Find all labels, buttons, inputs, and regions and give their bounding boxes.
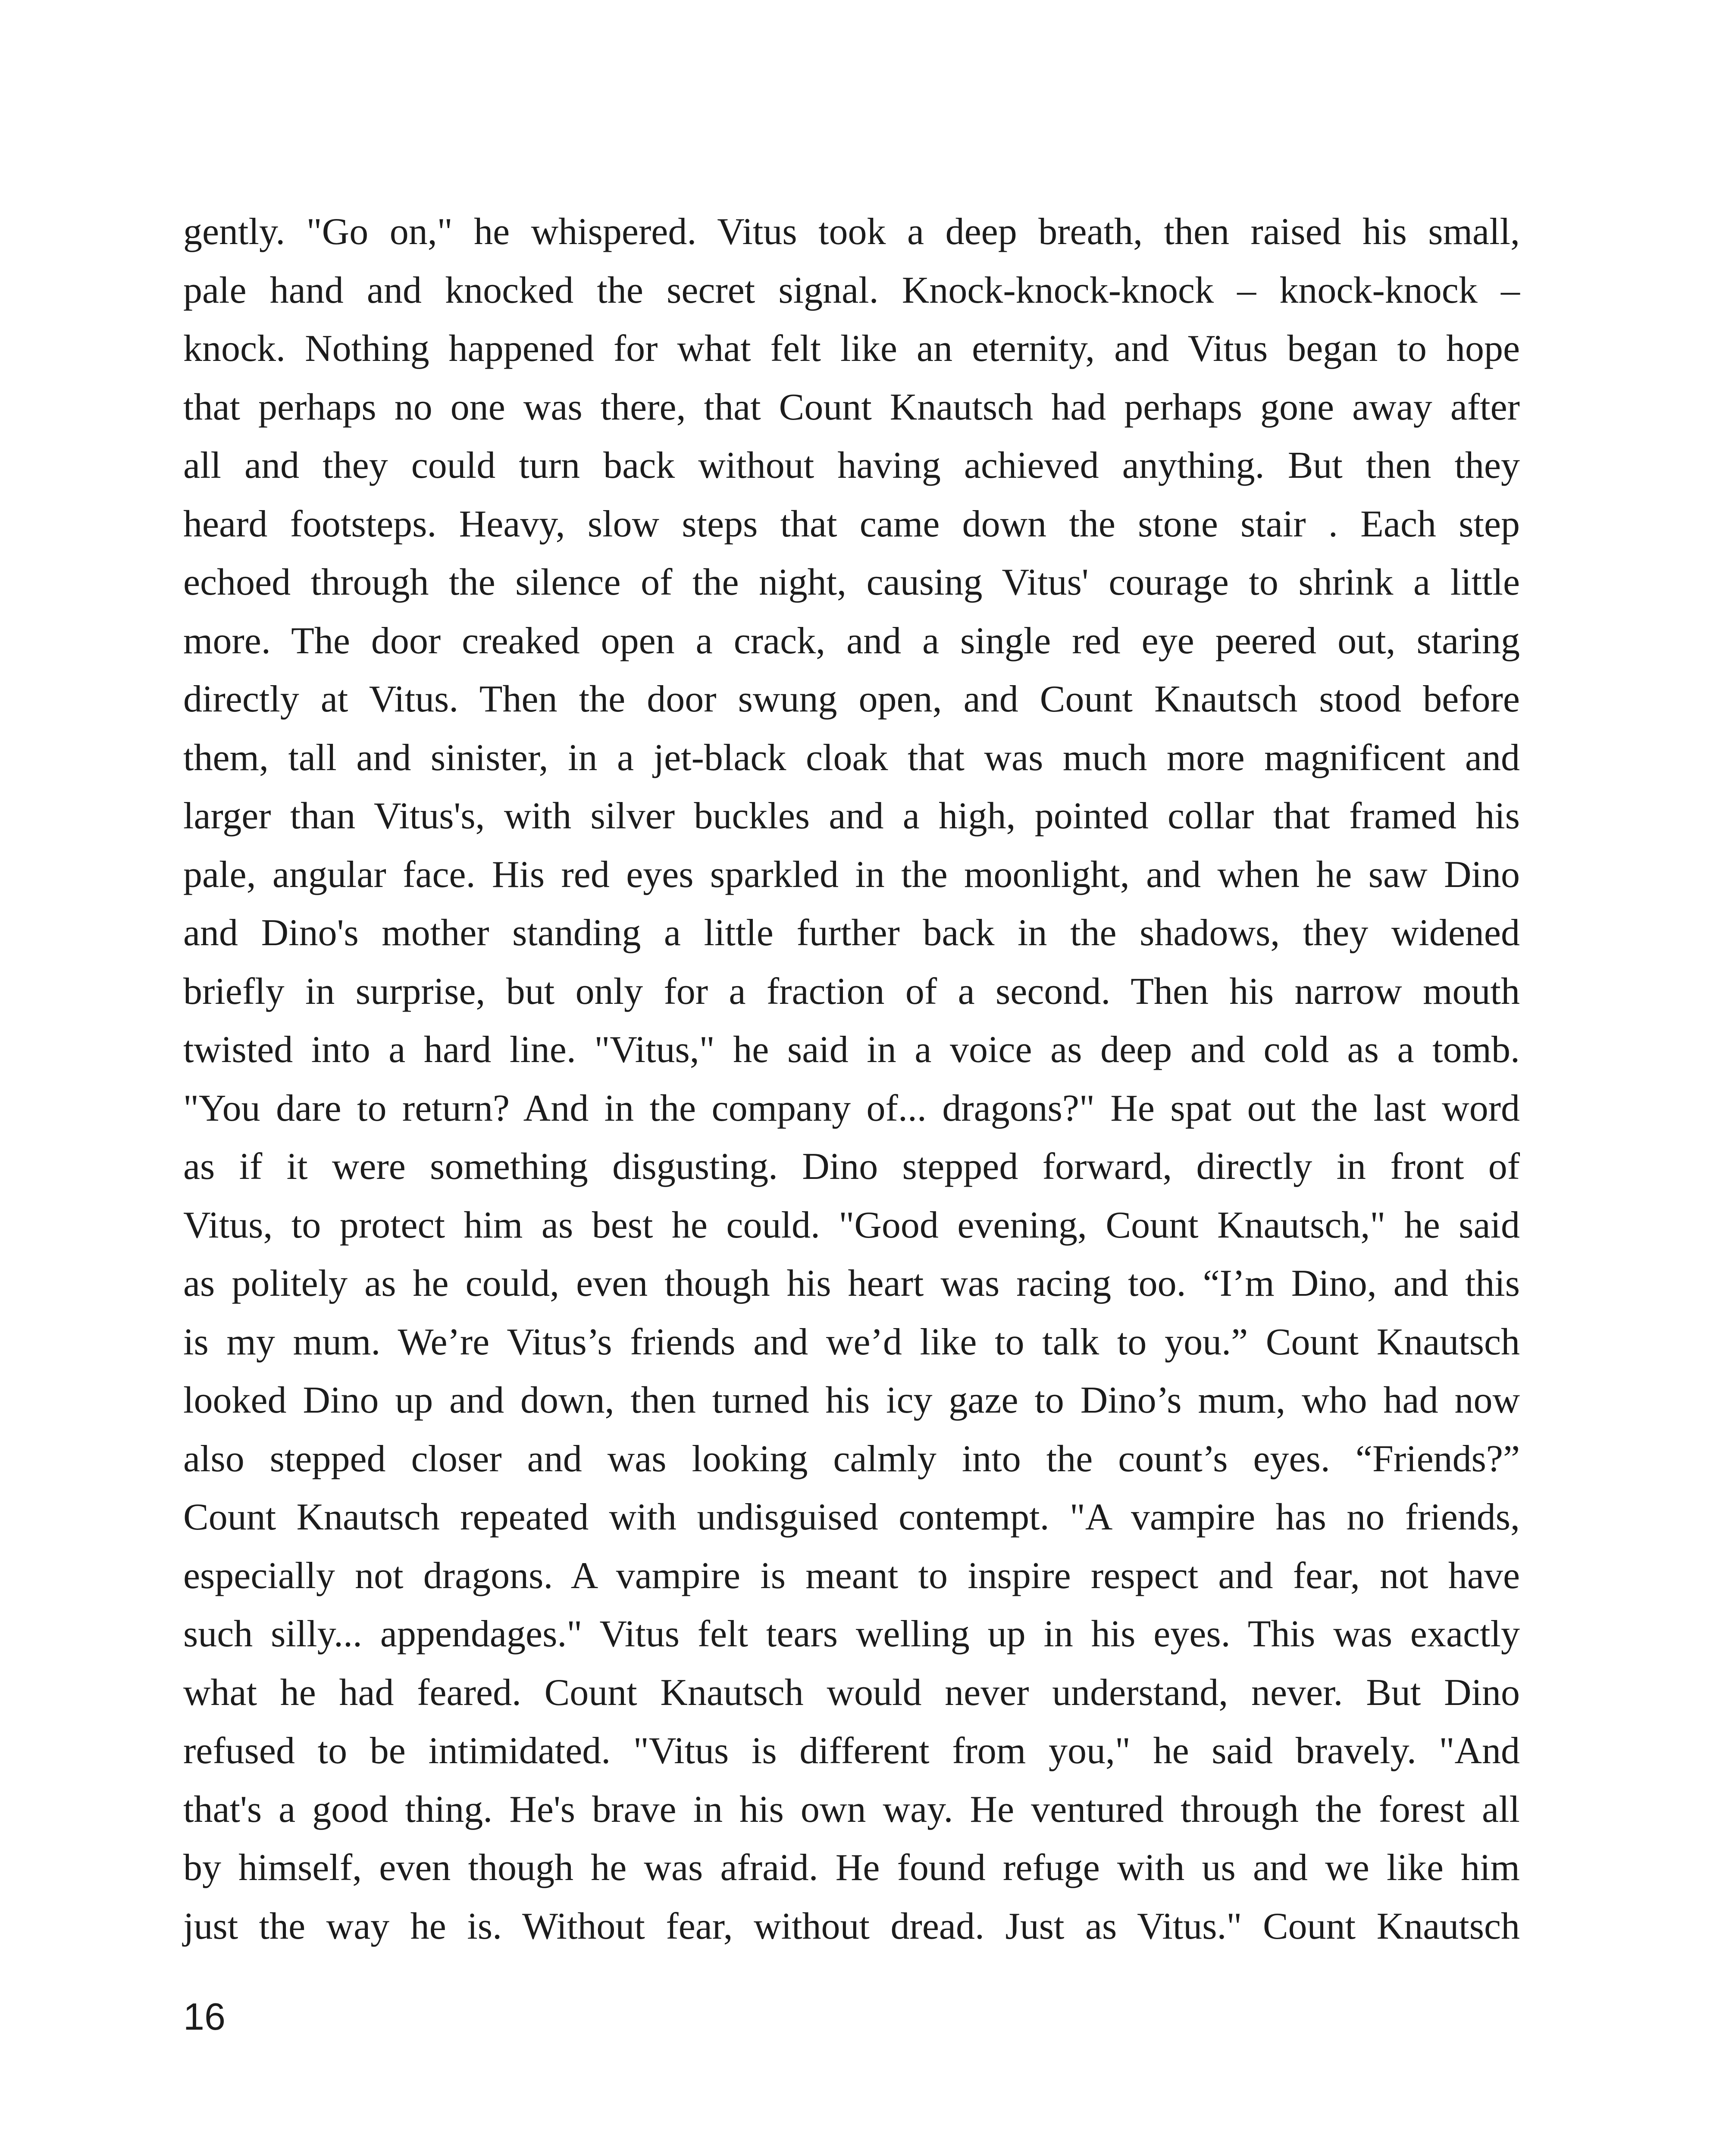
- text-line: that perhaps no one was there, that Count Knautsch had perhaps gone away after: [183, 386, 1520, 428]
- text-line: all and they could turn back without having achieved anything. But then they: [183, 445, 1520, 486]
- text-line: more. The door creaked open a crack, and a single red eye peered out, staring: [183, 620, 1520, 662]
- text-line: pale hand and knocked the secret signal. Knock-knock-knock – knock-knock –: [183, 269, 1520, 311]
- text-line: larger than Vitus's, with silver buckles and a high, pointed collar that framed his: [183, 795, 1520, 837]
- text-line: by himself, even though he was afraid. He found refuge with us and we like him: [183, 1847, 1520, 1889]
- text-line: twisted into a hard line. "Vitus," he said in a voice as deep and cold as a tomb.: [183, 1029, 1520, 1071]
- text-line: is my mum. We’re Vitus’s friends and we’d like to talk to you.” Count Knautsch: [183, 1321, 1520, 1363]
- text-line: them, tall and sinister, in a jet-black cloak that was much more magnificent and: [183, 736, 1520, 779]
- text-line: what he had feared. Count Knautsch would never understand, never. But Dino: [183, 1671, 1520, 1714]
- text-line: Vitus, to protect him as best he could. "Good evening, Count Knautsch," he said: [183, 1204, 1520, 1246]
- text-line: and Dino's mother standing a little further back in the shadows, they widened: [183, 912, 1520, 954]
- text-line: that's a good thing. He's brave in his own way. He ventured through the forest all: [183, 1788, 1520, 1830]
- page-number: 16: [183, 1995, 226, 2038]
- text-line: knock. Nothing happened for what felt like an eternity, and Vitus began to hope: [183, 328, 1520, 370]
- body-paragraph: [183, 203, 1520, 1955]
- text-line: looked Dino up and down, then turned his icy gaze to Dino’s mum, who had now: [183, 1379, 1520, 1421]
- text-line: echoed through the silence of the night, causing Vitus' courage to shrink a little: [183, 561, 1520, 603]
- text-line: as politely as he could, even though his heart was racing too. “I’m Dino, and this: [183, 1263, 1520, 1304]
- text-line: Count Knautsch repeated with undisguised contempt. "A vampire has no friends,: [183, 1496, 1520, 1538]
- text-line: briefly in surprise, but only for a fraction of a second. Then his narrow mouth: [183, 970, 1520, 1012]
- text-line: heard footsteps. Heavy, slow steps that came down the stone stair . Each step: [183, 503, 1520, 545]
- text-line: refused to be intimidated. "Vitus is different from you," he said bravely. "And: [183, 1730, 1520, 1772]
- text-line: such silly... appendages." Vitus felt tears welling up in his eyes. This was exactly: [183, 1613, 1520, 1655]
- text-line: gently. "Go on," he whispered. Vitus took a deep breath, then raised his small,: [183, 211, 1520, 253]
- text-line: also stepped closer and was looking calmly into the count’s eyes. “Friends?”: [183, 1438, 1520, 1480]
- text-line: "You dare to return? And in the company of... dragons?" He spat out the last word: [183, 1087, 1520, 1129]
- text-line: as if it were something disgusting. Dino stepped forward, directly in front of: [183, 1146, 1520, 1188]
- text-line: especially not dragons. A vampire is meant to inspire respect and fear, not have: [183, 1554, 1520, 1597]
- text-line: directly at Vitus. Then the door swung open, and Count Knautsch stood before: [183, 678, 1520, 720]
- text-line: pale, angular face. His red eyes sparkled in the moonlight, and when he saw Dino: [183, 853, 1520, 896]
- text-line: just the way he is. Without fear, without dread. Just as Vitus." Count Knautsch: [183, 1905, 1520, 1947]
